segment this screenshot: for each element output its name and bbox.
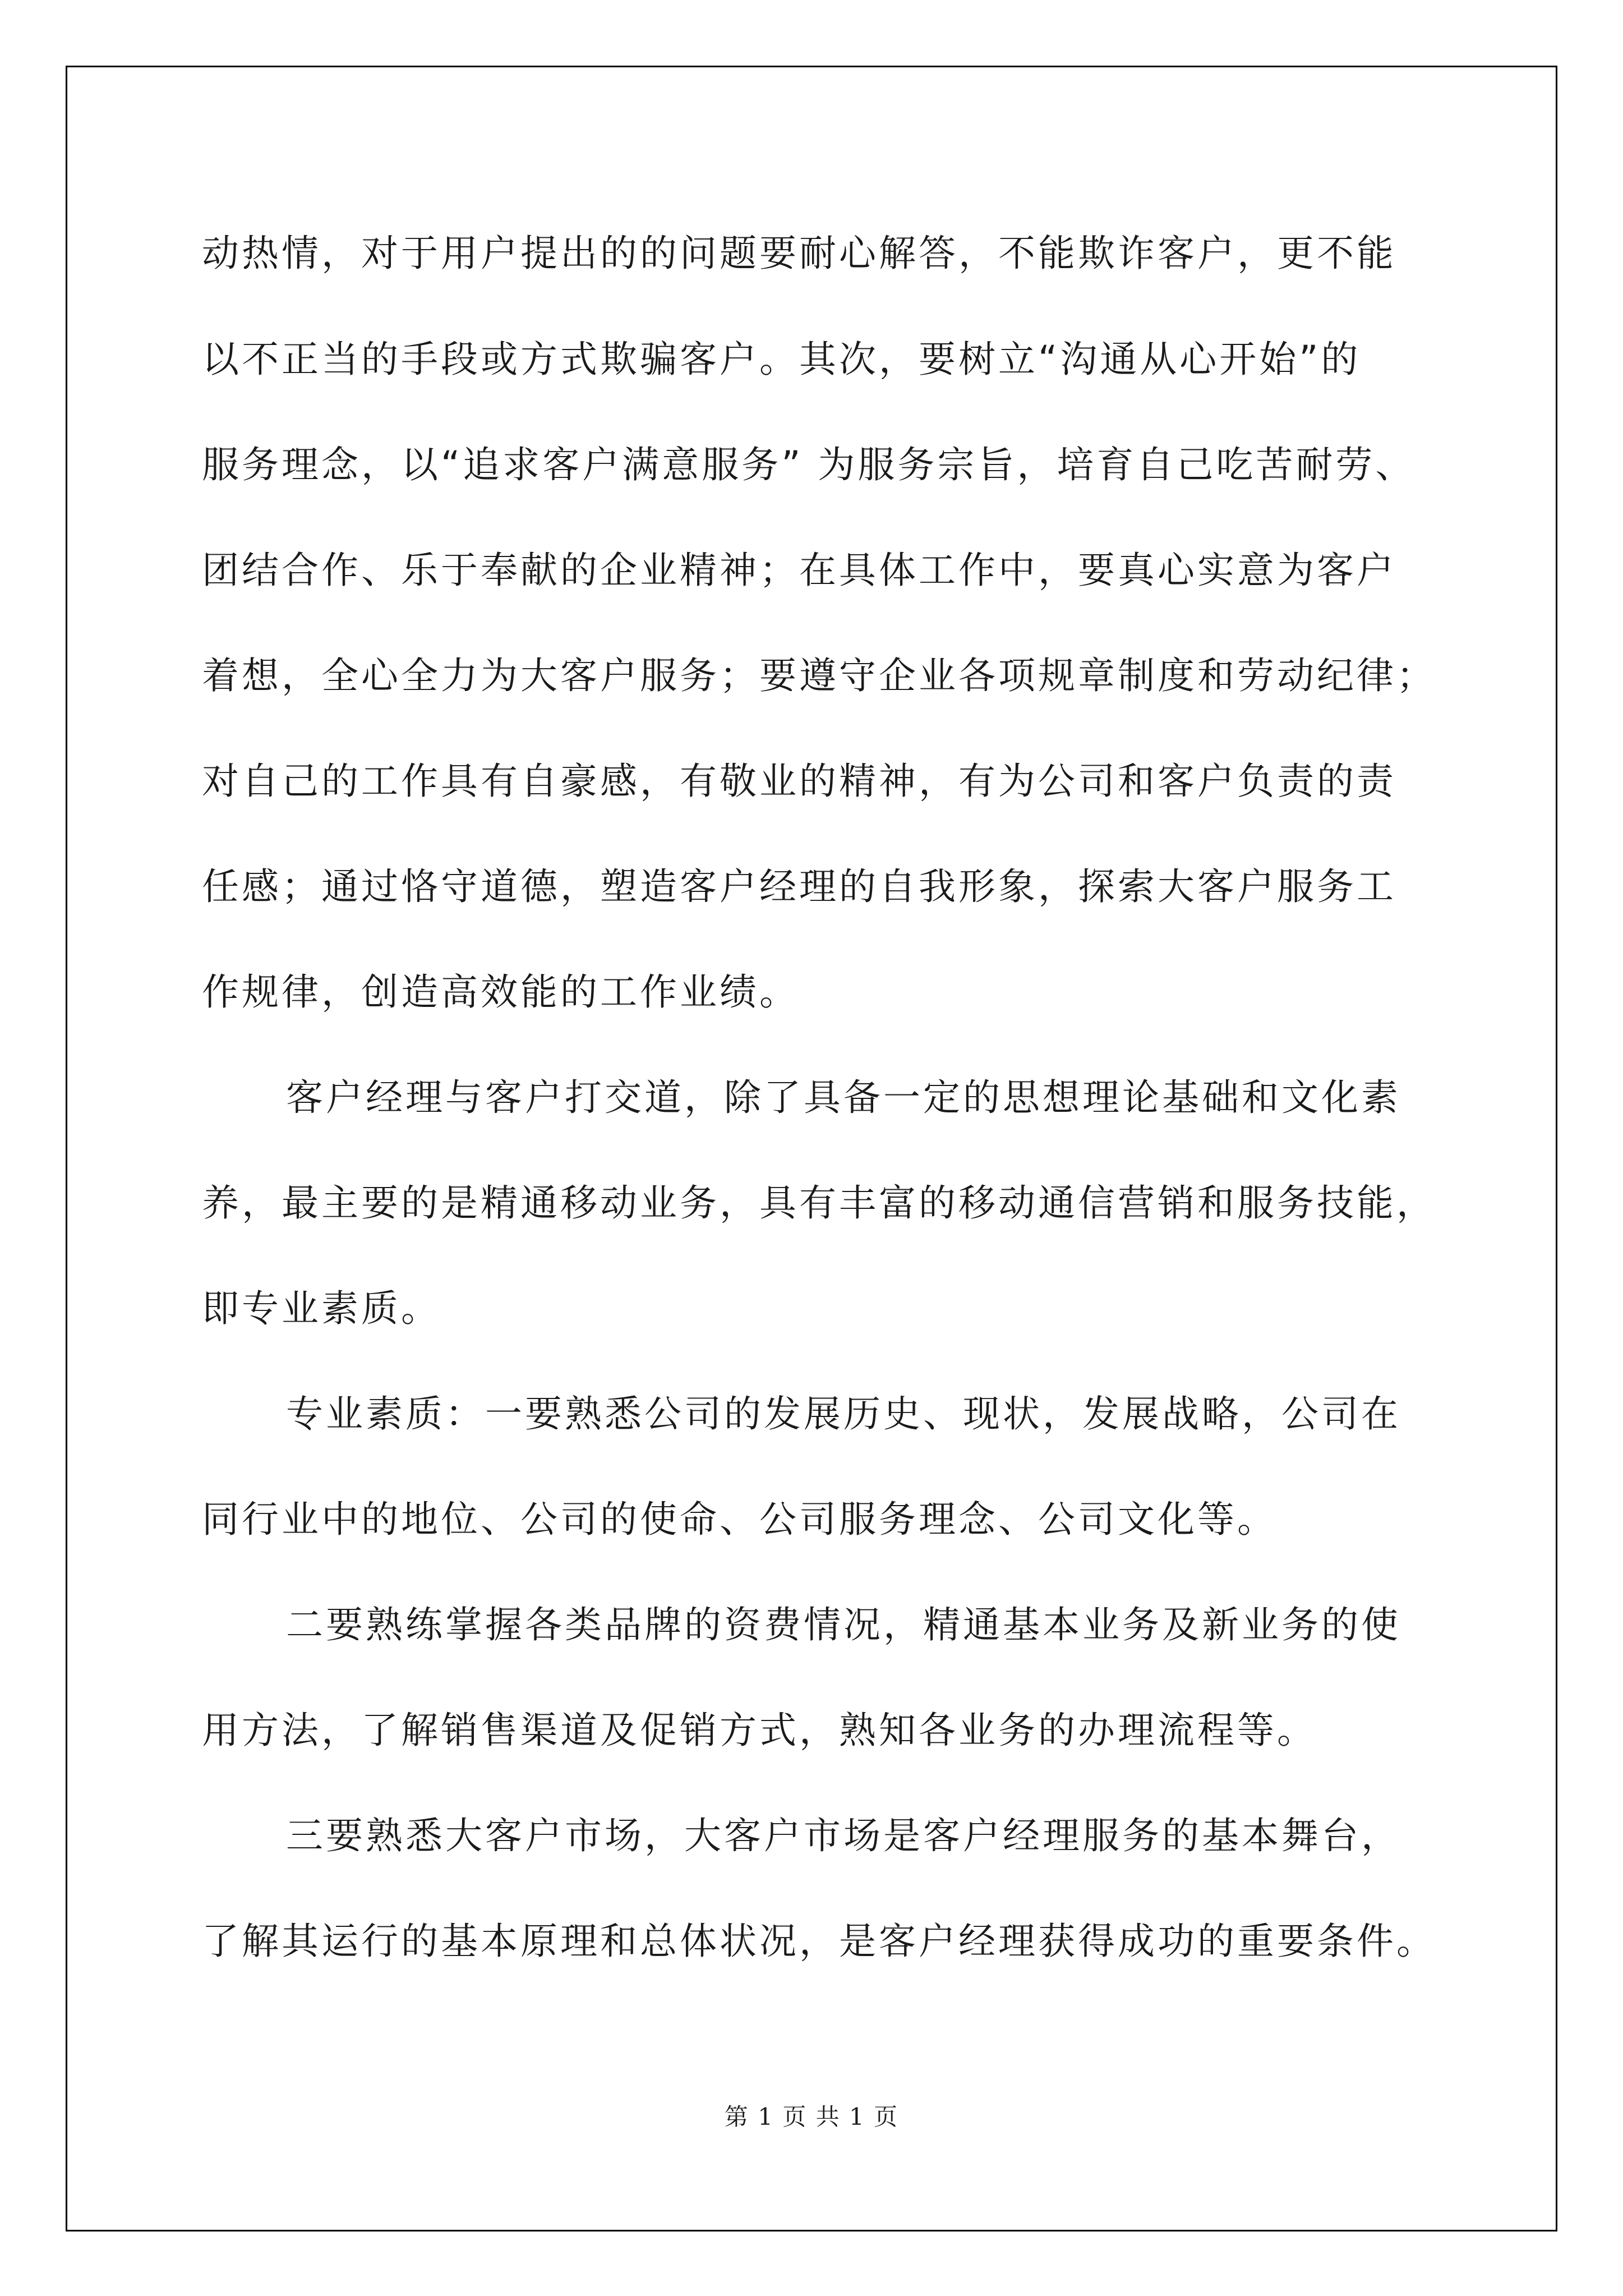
text-line: 以不正当的手段或方式欺骗客户。其次，要树立“沟通从心开始”的 <box>202 338 1361 381</box>
paragraph-first-line: 二要熟练掌握各类品牌的资费情况，精通基本业务及新业务的使 <box>286 1603 1401 1646</box>
text-line: 着想，全心全力为大客户服务；要遵守企业各项规章制度和劳动纪律； <box>202 654 1436 697</box>
text-line: 用方法，了解销售渠道及促销方式，熟知各业务的办理流程等。 <box>202 1709 1317 1752</box>
text-line: 养，最主要的是精通移动业务，具有丰富的移动通信营销和服务技能， <box>202 1181 1436 1225</box>
text-line: 同行业中的地位、公司的使命、公司服务理念、公司文化等。 <box>202 1498 1277 1541</box>
paragraph-first-line: 专业素质：一要熟悉公司的发展历史、现状，发展战略，公司在 <box>286 1392 1401 1435</box>
text-line: 即专业素质。 <box>202 1287 441 1330</box>
page-number-footer: 第 1 页 共 1 页 <box>724 2103 899 2131</box>
text-line: 对自己的工作具有自豪感，有敬业的精神，有为公司和客户负责的责 <box>202 760 1396 803</box>
page-border <box>66 66 1557 2231</box>
paragraph-first-line: 三要熟悉大客户市场，大客户市场是客户经理服务的基本舞台， <box>286 1814 1401 1857</box>
text-line: 服务理念，以“追求客户满意服务” 为服务宗旨，培育自己吃苦耐劳、 <box>202 443 1415 486</box>
text-line: 作规律，创造高效能的工作业绩。 <box>202 970 799 1014</box>
text-line: 任感；通过恪守道德，塑造客户经理的自我形象，探索大客户服务工 <box>202 865 1396 908</box>
text-line: 动热情，对于用户提出的的问题要耐心解答，不能欺诈客户，更不能 <box>202 232 1396 275</box>
text-line: 团结合作、乐于奉献的企业精神；在具体工作中，要真心实意为客户 <box>202 549 1396 592</box>
paragraph-first-line: 客户经理与客户打交道，除了具备一定的思想理论基础和文化素 <box>286 1076 1401 1119</box>
text-line: 了解其运行的基本原理和总体状况，是客户经理获得成功的重要条件。 <box>202 1920 1436 1963</box>
